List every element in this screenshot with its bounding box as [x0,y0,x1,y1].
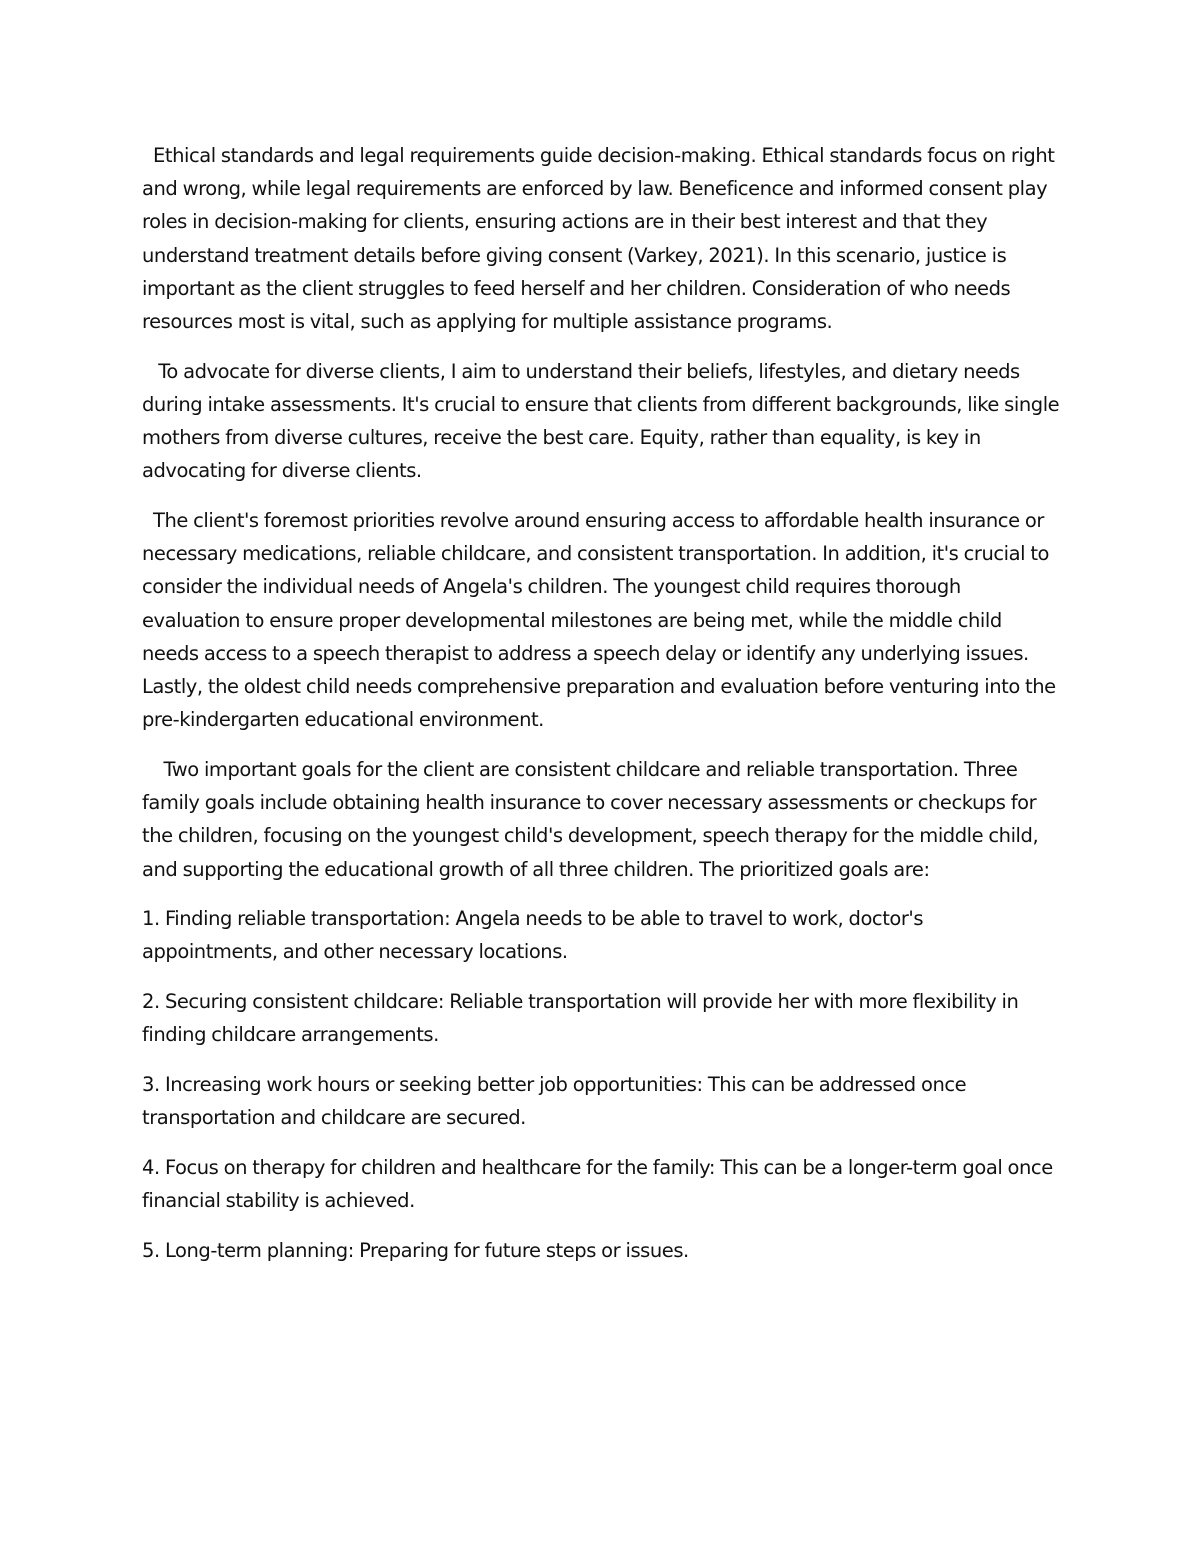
paragraph-goals-intro [142,753,1060,886]
goal-item-2: 2. Securing consistent childcare: Reliable transportation will provide her with more flexibility in finding childcare arrangements. [142,990,1019,1047]
paragraph-text: To advocate for diverse clients, I aim to understand their beliefs, lifestyles, and dietary needs during intake assessments. It's crucial to ensure that clients from different backgrounds, like single mothers from diverse cultures, receive the best care. Equity, rather than equality, is key in advocating for diverse clients. [142,359,1060,483]
paragraph-text: Ethical standards and legal requirements guide decision-making. Ethical standards focus on right and wrong, while legal requirements are enforced by law. Beneficence and informed consent play roles in decision-making for clients, ensuring actions are in their best interest and that they understand treatment details before giving consent (Varkey, 2021). In this scenario, justice is important as the client struggles to feed herself and her children. Consideration of who needs resources most is vital, such as applying for multiple assistance programs. [142,144,1055,334]
paragraph-ethical-standards [142,139,1060,338]
goal-item-3: 3. Increasing work hours or seeking better job opportunities: This can be addressed once transportation and childcare are secured. [142,1073,967,1130]
paragraph-indent [142,360,158,383]
goal-item-1: 1. Finding reliable transportation: Angela needs to be able to travel to work, doctor's appointments, and other necessary locations. [142,907,924,964]
goal-item-5: 5. Long-term planning: Preparing for future steps or issues. [142,1238,689,1262]
paragraph-indent [142,144,153,167]
goal-item-4: 4. Focus on therapy for children and healthcare for the family: This can be a longer-term goal once financial stability is achieved. [142,1155,1053,1213]
paragraph-client-priorities [142,504,1060,736]
paragraph-indent [142,758,164,781]
paragraph-text: The client's foremost priorities revolve around ensuring access to affordable health insurance or necessary medications, reliable childcare, and consistent transportation. In addition, it's crucial to consider the individual needs of Angela's children. The youngest child requires thorough evaluation to ensure proper developmental milestones are being met, while the middle child needs access to a speech therapist to address a speech delay or identify any underlying issues. Lastly, the oldest child needs comprehensive preparation and evaluation before venturing into the pre-kindergarten educational environment. [142,509,1056,732]
paragraph-diverse-clients [142,355,1060,488]
paragraph-indent [142,509,153,532]
paragraph-text: Two important goals for the client are consistent childcare and reliable transportation. Three family goals include obtaining health insurance to cover necessary assessments or checkups for the children, focusing on the youngest child's development, speech therapy for the middle child, and supporting the educational growth of all three children. The prioritized goals are: [142,757,1039,881]
